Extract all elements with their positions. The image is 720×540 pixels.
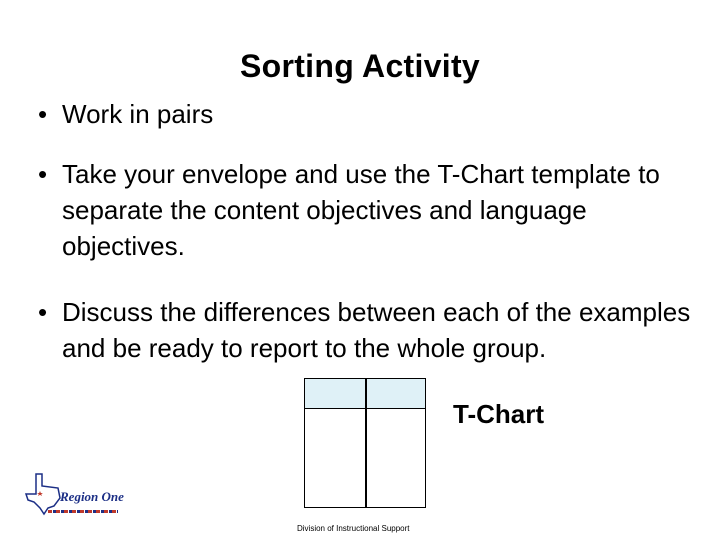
bullet-dot: • — [38, 159, 48, 189]
tchart-divider — [365, 379, 367, 507]
bullet-dot: • — [38, 297, 48, 327]
bullet-item — [38, 156, 682, 264]
bullet-item — [38, 96, 213, 132]
slide-title — [0, 48, 720, 85]
logo-text: Region One — [60, 489, 124, 504]
region-one-logo — [24, 472, 124, 532]
logo-underline — [48, 510, 118, 513]
bullet-text: Work in pairs — [62, 99, 214, 129]
tchart-label: T-Chart — [453, 399, 544, 429]
footer-text: Division of Instructional Support — [297, 524, 410, 533]
bullet-text: Take your envelope and use the T-Chart template to separate the content objectives and language objectives. — [62, 159, 660, 261]
bullet-item — [38, 294, 702, 366]
bullet-text: Discuss the differences between each of the examples and be ready to report to the whole group. — [62, 297, 691, 363]
slide-title-text: Sorting Activity — [239, 48, 481, 84]
bullet-dot: • — [38, 99, 48, 129]
tchart-template — [304, 378, 426, 508]
